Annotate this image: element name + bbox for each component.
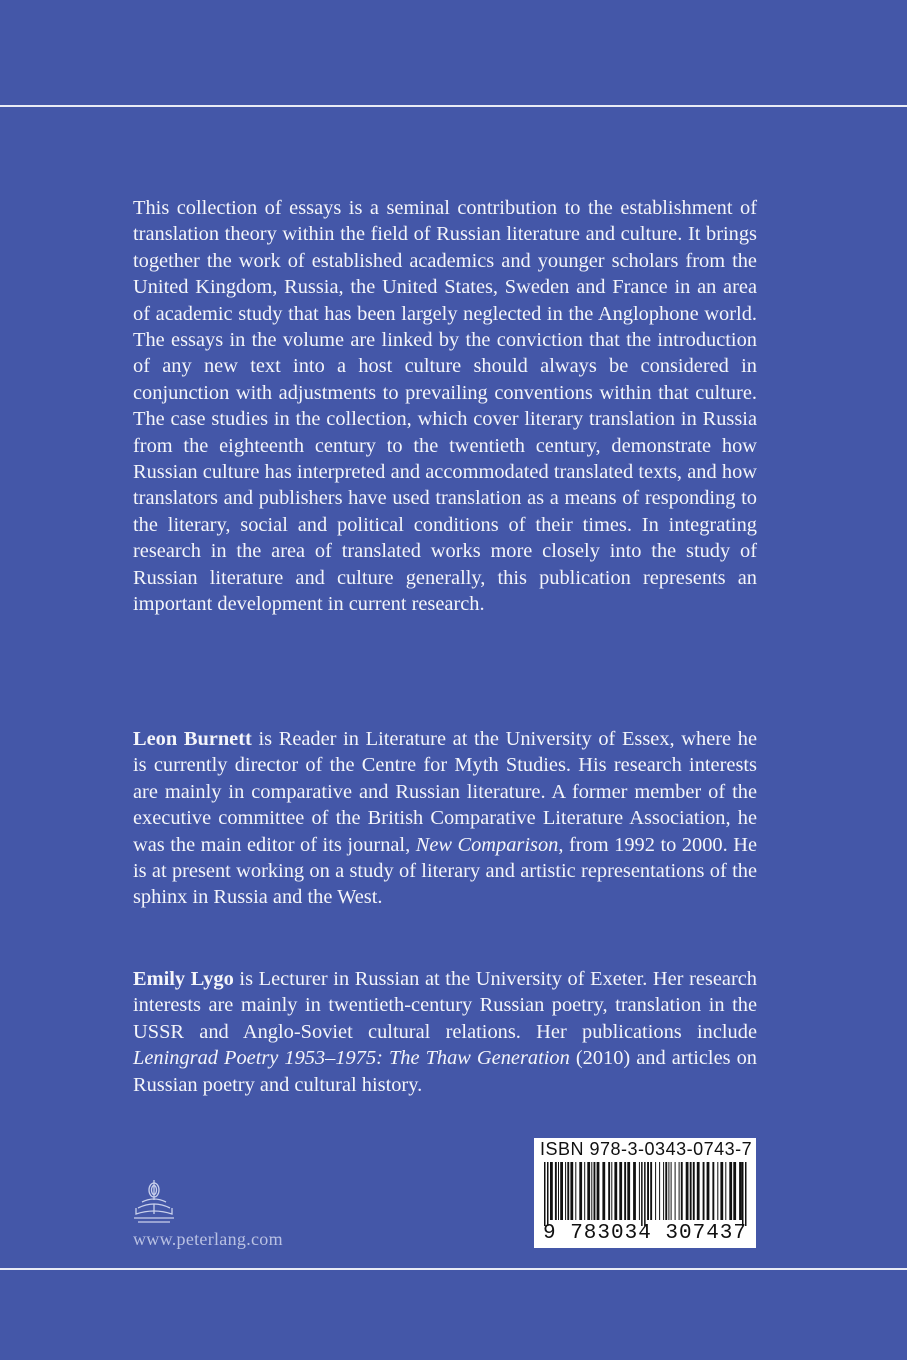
barcode-bar	[697, 1162, 700, 1220]
barcode-bar	[608, 1162, 610, 1220]
barcode-bar	[644, 1162, 646, 1226]
top-rule	[0, 105, 907, 107]
barcode-bar	[686, 1162, 689, 1220]
barcode-bar	[668, 1162, 669, 1220]
author-name-lygo: Emily Lygo	[133, 968, 234, 990]
barcode-bar	[729, 1162, 732, 1220]
barcode-bar	[733, 1162, 736, 1220]
barcode-bar	[655, 1162, 656, 1220]
barcode-bar	[633, 1162, 636, 1220]
barcode-bar	[745, 1162, 747, 1226]
barcode-bar	[650, 1162, 652, 1220]
barcode-bar	[619, 1162, 622, 1220]
barcode-bar	[693, 1162, 695, 1220]
bio-lygo-text-a: is Lecturer in Russian at the University of Exeter. Her research interests are mainly in twentieth-century Russian poetry, translation in the USSR and Anglo-Soviet cultural relations. Her publications include	[133, 968, 757, 1043]
barcode-bar	[567, 1162, 569, 1220]
barcode-bar	[627, 1162, 630, 1220]
barcode-bar	[584, 1162, 585, 1220]
barcode-bar	[665, 1162, 667, 1220]
bio-burnett-text-a: is Reader in Literature at the University of Essex, where he is currently director of the Centre for Myth Studies. His research interests are mainly in comparative and Russian literature. A former member of the executive committee of the British Comparative Literature Association, he was the main editor of its journal,	[133, 728, 757, 856]
barcode-bar	[647, 1162, 649, 1220]
barcode-bar	[587, 1162, 590, 1220]
barcode-bar	[742, 1162, 744, 1226]
book-title: Leningrad Poetry 1953–1975: The Thaw Generation	[133, 1047, 570, 1070]
barcode-bar	[558, 1162, 559, 1220]
barcode-bar	[614, 1162, 617, 1220]
barcode-bar	[703, 1162, 705, 1220]
isbn-label: ISBN 978-3-0343-0743-7	[540, 1139, 753, 1159]
barcode-bar	[681, 1162, 683, 1220]
barcode-bar	[575, 1162, 576, 1220]
peter-lang-logo-icon	[132, 1178, 176, 1228]
barcode-bar	[555, 1162, 557, 1220]
barcode-bar	[560, 1162, 563, 1220]
barcode-bars	[540, 1162, 750, 1226]
isbn-barcode	[534, 1138, 756, 1248]
bottom-rule	[0, 1268, 907, 1270]
barcode-bar	[624, 1162, 626, 1220]
barcode-bar	[679, 1162, 680, 1220]
barcode-bar	[671, 1162, 672, 1220]
barcode-bar	[659, 1162, 660, 1220]
barcode-bar	[720, 1162, 723, 1220]
bio-burnett-text-b: , from 1992 to 2000. He is at present working on a study of literary and artistic representations of the sphinx in Russia and the West.	[133, 833, 758, 909]
bio-emily-lygo	[133, 966, 757, 1098]
barcode-bar	[579, 1162, 582, 1220]
barcode-bar	[641, 1162, 643, 1226]
barcode-bar	[591, 1162, 592, 1220]
bio-leon-burnett	[133, 726, 757, 911]
author-name-burnett: Leon Burnett	[133, 728, 252, 750]
blurb-paragraph: This collection of essays is a seminal contribution to the establishment of translation theory within the field of Russian literature and culture. It brings together the work of established academics and younger scholars from the United Kingdom, Russia, the United States, Sweden and France in an area of academic study that has been largely neglected in the Anglophone world. The essays in the volume are linked by the conviction that the introduction of any new text into a host culture should always be considered in conjunction with adjustments to prevailing conventions within that culture. The case studies in the collection, which cover literary translation in Russia from the eighteenth century to the twentieth century, demonstrate how Russian culture has interpreted and accommodated translated texts, and how translators and publishers have used translation as a means of responding to the literary, social and political conditions of their times. In integrating research in the area of translated works more closely into the study of Russian literature and culture generally, this publication represents an important development in current research.	[133, 197, 757, 616]
barcode-bar	[690, 1162, 692, 1220]
bio-lygo-text-b: (2010) and articles on Russian poetry and cultural history.	[133, 1047, 757, 1096]
barcode-bar	[602, 1162, 605, 1220]
barcode-bar	[565, 1162, 566, 1220]
barcode-bar	[570, 1162, 573, 1220]
barcode-bar	[611, 1162, 612, 1220]
barcode-bar	[725, 1162, 726, 1220]
barcode-bar	[597, 1162, 600, 1220]
barcode-bar	[547, 1162, 549, 1226]
barcode-digits: 9 783034 307437	[542, 1222, 748, 1245]
barcode-bar	[544, 1162, 546, 1226]
publisher-website: www.peterlang.com	[133, 1229, 283, 1249]
barcode-bar	[639, 1162, 640, 1220]
barcode-bar	[663, 1162, 664, 1220]
barcode-bar	[594, 1162, 596, 1220]
barcode-bar	[707, 1162, 710, 1220]
barcode-bar	[717, 1162, 718, 1220]
journal-title: New Comparison	[415, 833, 559, 856]
barcode-bar	[739, 1162, 742, 1220]
barcode-bar	[550, 1162, 553, 1220]
barcode-bar	[675, 1162, 676, 1220]
barcode-bar	[712, 1162, 714, 1220]
